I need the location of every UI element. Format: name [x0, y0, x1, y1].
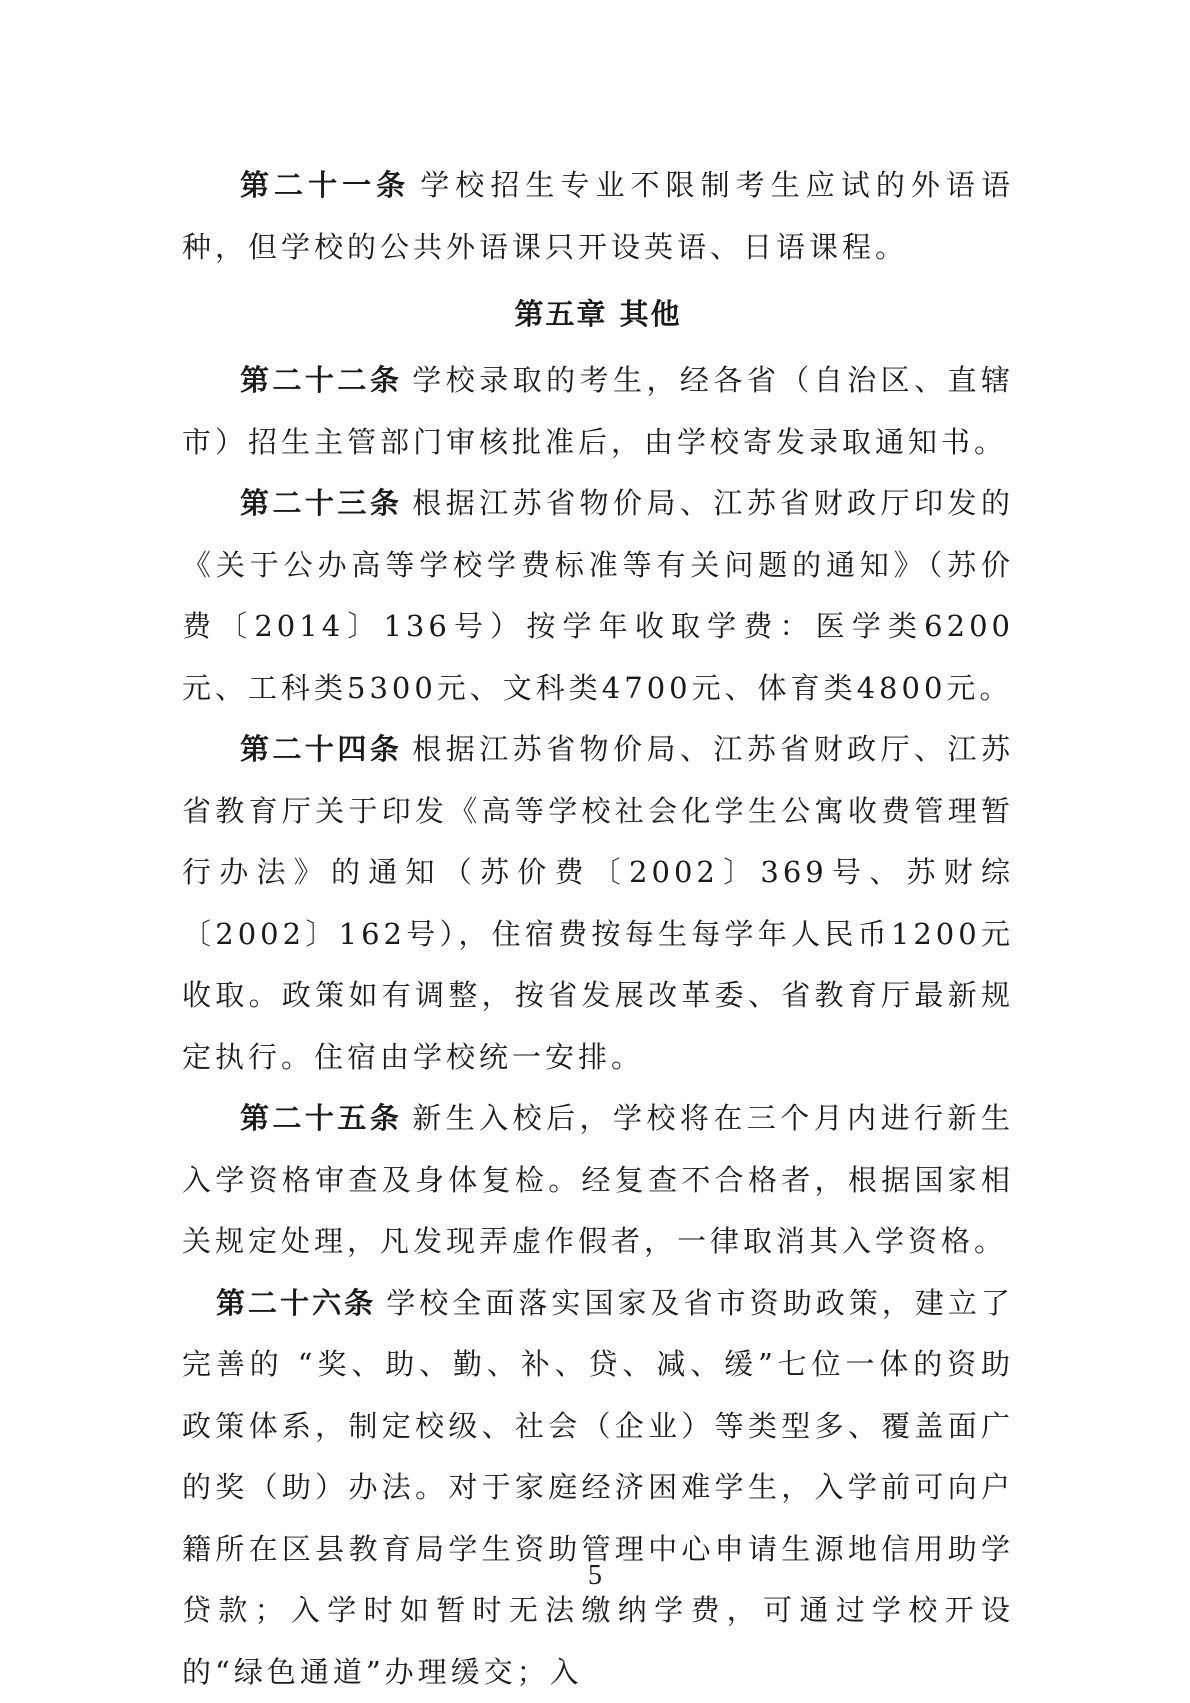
page-number: 5: [0, 1560, 1190, 1592]
article-25: [182, 1088, 1014, 1273]
article-text: 学校录取的考生，经各省（自治区、直辖市）招生主管部门审核批准后，由学校寄发录取通知书。: [182, 363, 1014, 459]
article-26: [182, 1273, 1014, 1703]
article-heading: 第二十二条: [240, 363, 402, 397]
article-23: [182, 473, 1014, 719]
article-heading: 第二十一条: [240, 168, 410, 202]
article-22: [182, 350, 1014, 473]
chapter-heading: 第五章 其他: [182, 278, 1014, 350]
article-text: 新生入校后，学校将在三个月内进行新生入学资格审查及身体复检。经复查不合格者，根据国家相关规定处理，凡发现弄虚作假者，一律取消其入学资格。: [182, 1101, 1014, 1258]
article-text: 根据江苏省物价局、江苏省财政厅印发的《关于公办高等学校学费标准等有关问题的通知》（苏价费〔2014〕136号）按学年收取学费：医学类6200元、工科类5300元、文科类4700元、体育类4800元。: [182, 486, 1014, 705]
article-text: 学校全面落实国家及省市资助政策，建立了完善的 “奖、助、勤、补、贷、减、缓”七位一体的资助政策体系，制定校级、社会（企业）等类型多、覆盖面广的奖（助）办法。对于家庭经济困难学生，入学前可向户籍所在区县教育局学生资助管理中心申请生源地信用助学贷款；入学时如暂时无法缴纳学费，可通过学校开设的“绿色通道”办理缓交；入: [182, 1286, 1014, 1689]
article-21: [182, 155, 1014, 278]
article-heading: 第二十六条: [216, 1286, 376, 1320]
article-heading: 第二十四条: [240, 732, 402, 766]
article-text: 学校招生专业不限制考生应试的外语语种，但学校的公共外语课只开设英语、日语课程。: [182, 168, 1014, 264]
article-text: 根据江苏省物价局、江苏省财政厅、江苏省教育厅关于印发《高等学校社会化学生公寓收费管理暂行办法》的通知（苏价费〔2002〕369号、苏财综〔2002〕162号），住宿费按每生每学年人民币1200元收取。政策如有调整，按省发展改革委、省教育厅最新规定执行。住宿由学校统一安排。: [182, 732, 1014, 1074]
article-heading: 第二十三条: [240, 486, 402, 520]
article-heading: 第二十五条: [240, 1101, 402, 1135]
article-24: [182, 719, 1014, 1088]
document-body: [182, 155, 1014, 1703]
